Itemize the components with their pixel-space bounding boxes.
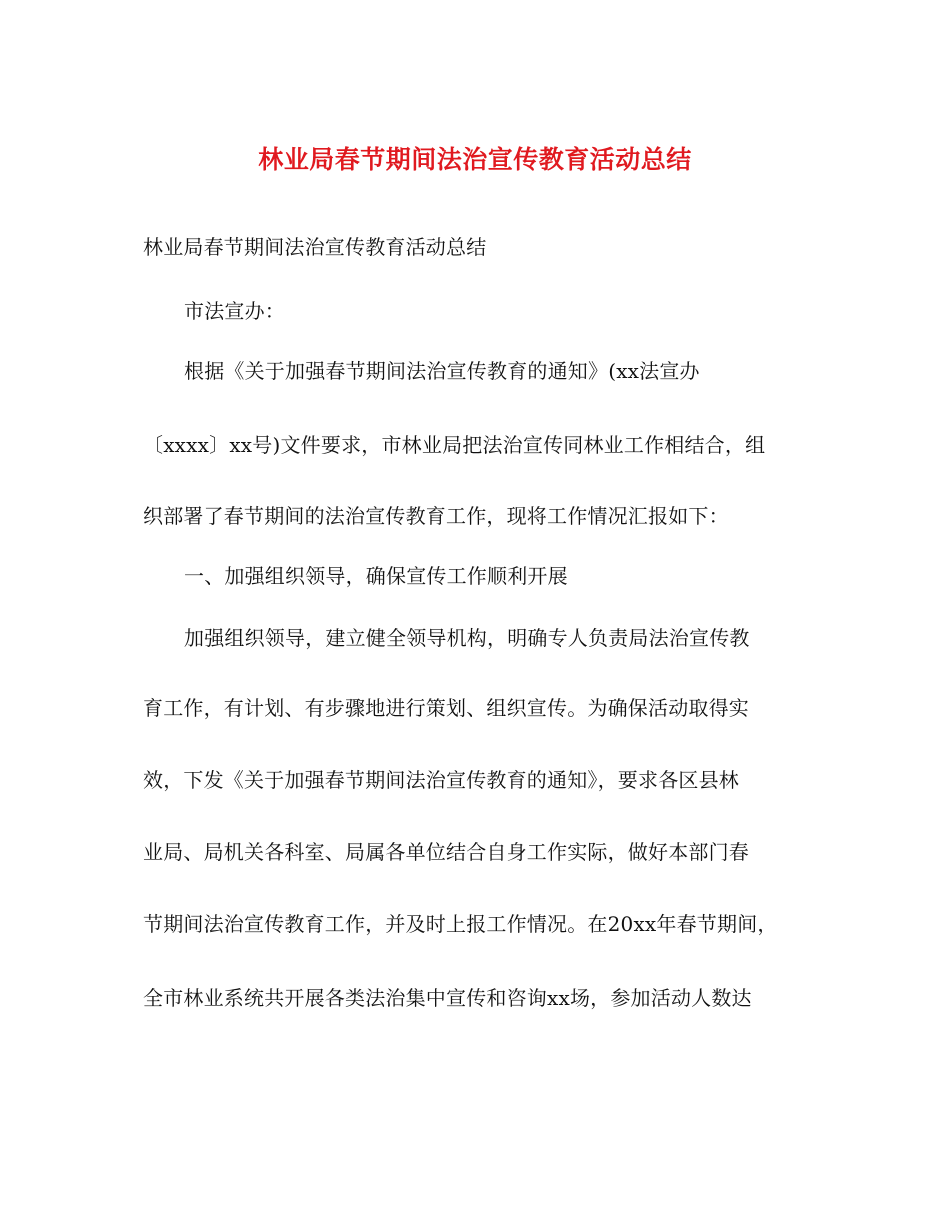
body-line: 效，下发《关于加强春节期间法治宣传教育的通知》，要求各区县林 — [143, 768, 739, 792]
document-title: 林业局春节期间法治宣传教育活动总结 — [258, 145, 692, 174]
section-heading: 一、加强组织领导，确保宣传工作顺利开展 — [184, 564, 568, 588]
body-line: 〔xxxx〕xx号)文件要求，市林业局把法治宣传同林业工作相结合，组 — [143, 433, 766, 457]
body-line: 全市林业系统共开展各类法治集中宣传和咨询xx场，参加活动人数达 — [143, 986, 752, 1010]
body-line: 业局、局机关各科室、局属各单位结合自身工作实际，做好本部门春 — [143, 840, 749, 864]
body-line: 节期间法治宣传教育工作，并及时上报工作情况。在20xx年春节期间， — [143, 912, 778, 936]
subtitle-line: 林业局春节期间法治宣传教育活动总结 — [143, 235, 487, 259]
body-line: 加强组织领导，建立健全领导机构，明确专人负责局法治宣传教 — [184, 626, 750, 650]
body-line: 根据《关于加强春节期间法治宣传教育的通知》(xx法宣办 — [184, 359, 700, 383]
body-line: 育工作，有计划、有步骤地进行策划、组织宣传。为确保活动取得实 — [143, 696, 749, 720]
body-line: 织部署了春节期间的法治宣传教育工作，现将工作情况汇报如下： — [143, 504, 729, 528]
salutation-line: 市法宣办： — [184, 299, 285, 323]
